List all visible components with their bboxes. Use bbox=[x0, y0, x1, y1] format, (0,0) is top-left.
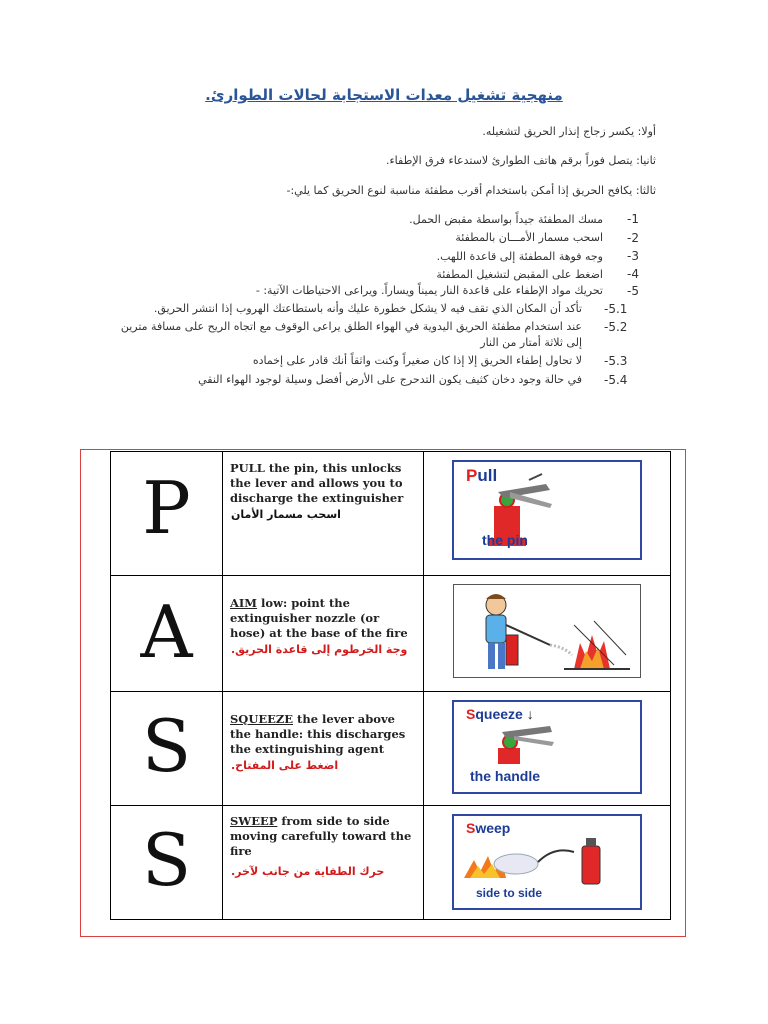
description-cell bbox=[223, 452, 424, 576]
list-number: -4 bbox=[627, 267, 639, 281]
firefighter-illustration bbox=[454, 585, 640, 677]
step-third: ثالثا: يكافح الحريق إذا أمكن باستخدام أقرب مطفئة مناسبة لنوع الحريق كما يلي:- bbox=[286, 184, 656, 197]
arabic-instruction: اسحب مسمار الأمان bbox=[231, 508, 341, 521]
sublist-number: -5.3 bbox=[604, 354, 628, 368]
instruction-keyword: SQUEEZE bbox=[230, 712, 294, 726]
aim-card bbox=[453, 584, 641, 678]
sublist-text-continued: إلى ثلاثة أمتار من النار bbox=[480, 336, 582, 349]
pass-table bbox=[110, 451, 671, 920]
card-top-label: Sweep bbox=[466, 820, 511, 836]
instruction-keyword: AIM bbox=[230, 596, 258, 610]
pass-letter: P bbox=[142, 466, 191, 550]
description-cell bbox=[223, 806, 424, 920]
table-row bbox=[111, 806, 671, 920]
card-bottom-label: side to side bbox=[476, 886, 543, 900]
list-text: اضغط على المقبض لتشغيل المطفئة bbox=[436, 268, 603, 281]
sublist-number: -5.4 bbox=[604, 373, 628, 387]
letter-cell bbox=[111, 692, 223, 806]
list-text: مسك المطفئة جيداً بواسطة مقبض الحمل. bbox=[409, 213, 603, 226]
letter-cell bbox=[111, 806, 223, 920]
illustration-cell bbox=[424, 806, 671, 920]
sublist-text: تأكد أن المكان الذي تقف فيه لا يشكل خطورة عليك وأنه باستطاعتك الهروب إذا انتشر الحريق. bbox=[153, 302, 582, 315]
instruction-rest: low: point the extinguisher nozzle (or hose) at the base of the fire bbox=[230, 596, 408, 640]
list-text: وجه فوهة المطفئة إلى قاعدة اللهب. bbox=[436, 250, 603, 263]
table-row bbox=[111, 452, 671, 576]
list-number: -2 bbox=[627, 231, 639, 245]
pass-letter: A bbox=[140, 590, 193, 674]
pull-pin-card bbox=[452, 460, 642, 560]
instruction-text bbox=[223, 692, 423, 757]
arabic-instruction: وجة الخرطوم إلى قاعدة الحريق. bbox=[231, 643, 408, 656]
description-cell bbox=[223, 692, 424, 806]
squeeze-handle-card bbox=[452, 700, 642, 794]
list-number: -3 bbox=[627, 249, 639, 263]
step-first: أولا: يكسر زجاج إنذار الحريق لتشغيله. bbox=[482, 125, 656, 138]
instruction-rest: from side to side moving carefully toward the fire bbox=[230, 814, 412, 858]
instruction-text bbox=[223, 452, 423, 506]
sublist-number: -5.2 bbox=[604, 320, 628, 334]
page-title: منهجية تشغيل معدات الاستجابة لحالات الطوارئ. bbox=[205, 86, 563, 104]
card-top-label: Pull bbox=[466, 466, 498, 485]
step-second: ثانيا: يتصل فوراً برقم هاتف الطوارئ لاستدعاء فرق الإطفاء. bbox=[386, 154, 656, 167]
instruction-keyword: SWEEP bbox=[230, 814, 278, 828]
sublist-text: لا تحاول إطفاء الحريق إلا إذا كان صغيراً وكنت واثقاً أنك قادر على إخماده bbox=[252, 354, 582, 367]
description-cell bbox=[223, 576, 424, 692]
card-bottom-label: the handle bbox=[470, 768, 541, 784]
instruction-rest: the lever above the handle: this discharges the extinguishing agent bbox=[230, 712, 406, 756]
pass-letter: S bbox=[141, 818, 192, 902]
list-number: -1 bbox=[627, 212, 639, 226]
list-text: تحريك مواد الإطفاء على قاعدة النار يميناً ويساراً. ويراعى الاحتياطات الآتية: - bbox=[255, 284, 603, 297]
illustration-cell bbox=[424, 576, 671, 692]
table-row bbox=[111, 692, 671, 806]
instruction-rest: the pin, this unlocks the lever and allows you to discharge the extinguisher bbox=[230, 461, 404, 505]
arabic-instruction: حرك الطفاية من جانب لآخر. bbox=[231, 865, 385, 878]
sublist-text: عند استخدام مطفئة الحريق اليدوية في الهواء الطلق يراعى الوقوف مع اتجاه الريح على مسافة مترين bbox=[120, 320, 582, 333]
table-row bbox=[111, 576, 671, 692]
arabic-instruction: اضغط على المفتاح. bbox=[231, 759, 339, 772]
sweep-card bbox=[452, 814, 642, 910]
instruction-text bbox=[223, 576, 423, 641]
sublist-text: في حالة وجود دخان كثيف يكون التدحرج على الأرض أفضل وسيلة لوجود الهواء النقي bbox=[198, 373, 582, 386]
letter-cell bbox=[111, 452, 223, 576]
letter-cell bbox=[111, 576, 223, 692]
illustration-cell bbox=[424, 692, 671, 806]
pass-letter: S bbox=[141, 704, 192, 788]
card-top-label: Squeeze ↓ bbox=[466, 706, 534, 722]
illustration-cell bbox=[424, 452, 671, 576]
instruction-text bbox=[223, 806, 423, 859]
instruction-keyword: PULL bbox=[230, 461, 265, 475]
list-text: اسحب مسمار الأمـــان بالمطفئة bbox=[455, 231, 603, 244]
sublist-number: -5.1 bbox=[604, 302, 628, 316]
list-number: -5 bbox=[627, 284, 639, 298]
card-bottom-label: the pin bbox=[482, 532, 528, 548]
